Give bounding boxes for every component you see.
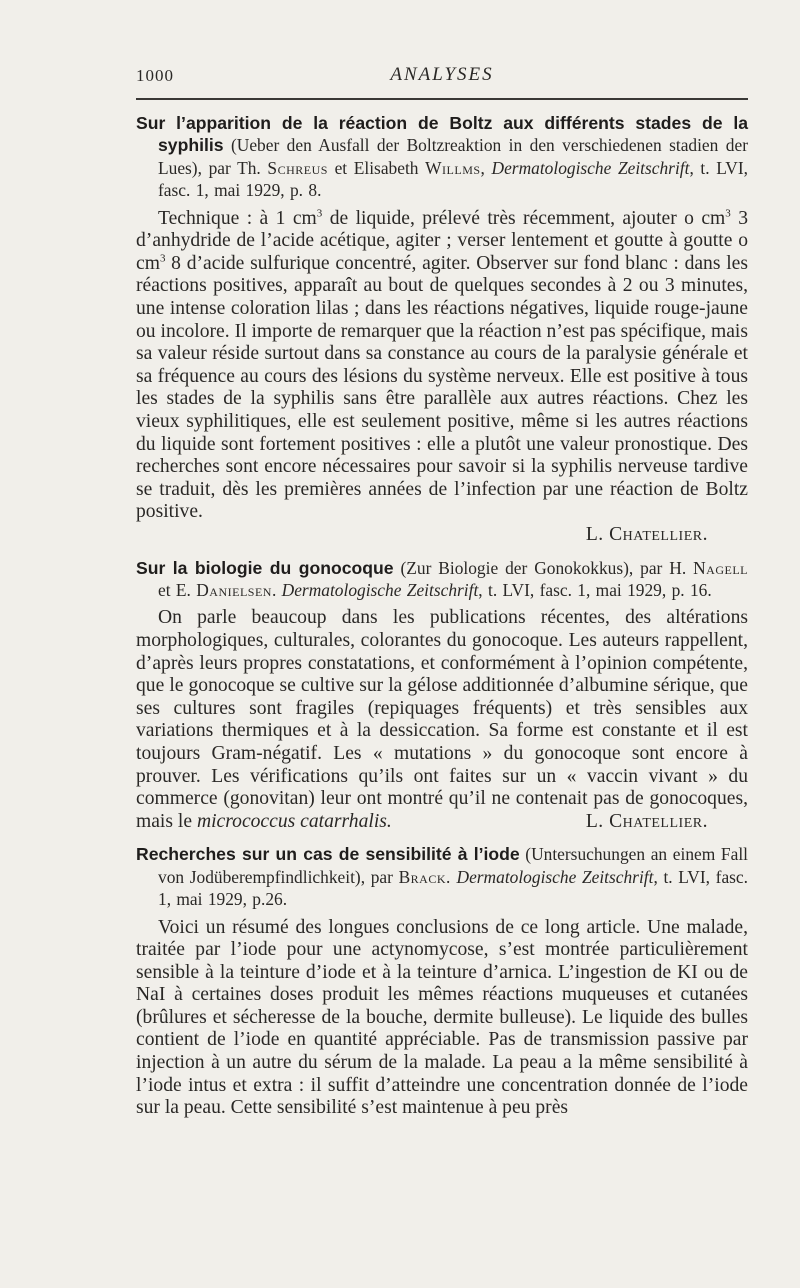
article-title: Sur la biologie du gonocoque	[136, 557, 394, 578]
author: Danielsen	[196, 579, 272, 600]
page-content	[136, 112, 748, 1120]
author: Brack.	[398, 866, 451, 887]
author: Nagell	[693, 557, 748, 578]
body-text-part: 3 d’anhydride de l’acide acétique, agiter ; verser lentement et goutte à goutte o cm	[136, 207, 748, 274]
article-reference	[136, 843, 748, 910]
article-title: Recherches sur un cas de sensibilité à l’iode	[136, 844, 520, 865]
citation: , t. LVI, fasc. 1, mai 1929, p. 8.	[158, 157, 748, 201]
superscript: 3	[316, 207, 323, 220]
article-reference: Sur la biologie du gonocoque (Zur Biologie der Gonokokkus), par H. Nagell et E. Danielsen. Dermatologische Zeitschrift, t. LVI, fasc. 1, mai 1929, p. 16.	[136, 557, 748, 600]
signature: L. Chatellier.	[585, 523, 708, 545]
body-text-part: 8 d’acide sulfurique concentré, agiter. Observer sur fond blanc : dans les réactions positives, apparaît au bout de quelques secondes à 2 ou 3 minutes, une intense coloration lilas ; dans les réactions négatives, liquide rouge-jaune ou incolore. Il importe de remarquer que la réaction n’est pas spécifique, mais sa valeur réside surtout dans sa constance au cours de la paralysie générale et sa fréquence au cours des lésions du système nerveux. Elle est positive à tous les stades de la syphilis sans être parallèle aux autres réactions. Chez les vieux syphilitiques, elle est seulement positive, même si les autres réactions du liquide sont fortement positives : elle a plutôt une valeur pronostique. Des recherches sont encore nécessaires pour savoir si la syphilis nerveuse tardive se traduit, dès les premières années de l’infection par une réaction de Boltz positive.	[136, 252, 748, 523]
body-text-part: On parle beaucoup dans les publications récentes, des altérations morphologiques, culturales, colorantes du gonocoque. Les auteurs rappellent, d’après leurs propres constatations, et conformément à l’opinion compétente, que le gonocoque se cultive sur la gélose additionnée d’albumine sérique, que ses cultures sont fragiles (repiquages fréquents) et très sensibles aux variations thermiques et à la dessiccation. Sa forme est constante et il est toujours Gram-négatif. Les « mutations » du gonocoque sont encore à prouver. Les vérifications qu’ils ont faites sur un « vaccin vivant » du commerce (gonovitan) leur ont montré qu’il ne contenait pas de gonocoques, mais le	[136, 607, 748, 832]
author: Willms	[425, 157, 481, 178]
superscript: 3	[159, 252, 166, 265]
article-gonocoque	[136, 557, 748, 834]
article-body	[136, 208, 748, 524]
superscript: 3	[725, 207, 731, 220]
body-italic: micrococcus catarrhalis.	[196, 810, 392, 832]
article-reference: Sur l’apparition de la réaction de Boltz aux différents stades de la syphilis (Ueber den Ausfall der Boltzreaktion in den verschiedenen stadien der Lues), par Th. Schreus et Elisabeth Willms, Dermatologische Zeitschrift, t. LVI, fasc. 1, mai 1929, p. 8.	[136, 113, 748, 201]
signature: L. Chatellier.	[585, 810, 708, 832]
journal-name: Dermatologische Zeitschrift	[281, 579, 479, 600]
article-title: Sur l’apparition de la réaction de Boltz aux différents stades de la syphilis	[136, 113, 748, 156]
page-number: 1000	[136, 66, 174, 85]
conjunction: et E.	[158, 579, 191, 600]
article-boltz	[136, 112, 748, 547]
conjunction: et Elisabeth	[334, 157, 419, 178]
body-text-part: Technique : à 1 cm	[158, 207, 317, 229]
article-body: Voici un résumé des longues conclusions de ce long article. Une malade, traitée par l’iode pour une actynomycose, s’est montrée particulièrement sensible à la teinture d’iode et à la teinture d’arnica. L’ingestion de KI ou de NaI à certaines doses produit les mêmes réactions muqueuses et cutanées (brûlures et sécheresse de la bouche, dermite bulleuse). Le liquide des bulles contient de l’iode en quantité appréciable. Pas de transmission passive par injection à un autre du sérum de la malade. La peau a la même sensibilité à l’iode intus et extra : il suffit d’atteindre une concentration donnée de l’iode sur la peau. Cette sensibilité s’est maintenue à peu près	[136, 916, 748, 1119]
citation: , t. LVI, fasc. 1, mai 1929, p.26.	[158, 866, 748, 910]
article-body	[136, 607, 748, 833]
page-header	[136, 62, 748, 92]
journal-name: Dermatologische Zeitschrift	[456, 866, 654, 887]
journal-name: Dermatologische Zeitschrift	[491, 157, 690, 178]
original-title: (Ueber den Ausfall der Boltzreaktion in den verschiedenen stadien der Lues), par Th.	[158, 135, 748, 178]
author: Schreus	[267, 157, 328, 178]
header-rule	[136, 98, 748, 100]
original-title: (Untersuchungen an einem Fall von Jodüberempfindlichkeit), par	[158, 844, 748, 887]
citation: , t. LVI, fasc. 1, mai 1929, p. 16.	[478, 579, 712, 600]
original-title: (Zur Biologie der Gonokokkus), par H.	[400, 557, 687, 578]
article-iode	[136, 843, 748, 1120]
running-title: ANALYSES	[390, 64, 494, 85]
body-text-part: de liquide, prélevé très récemment, ajouter o cm	[322, 207, 726, 229]
